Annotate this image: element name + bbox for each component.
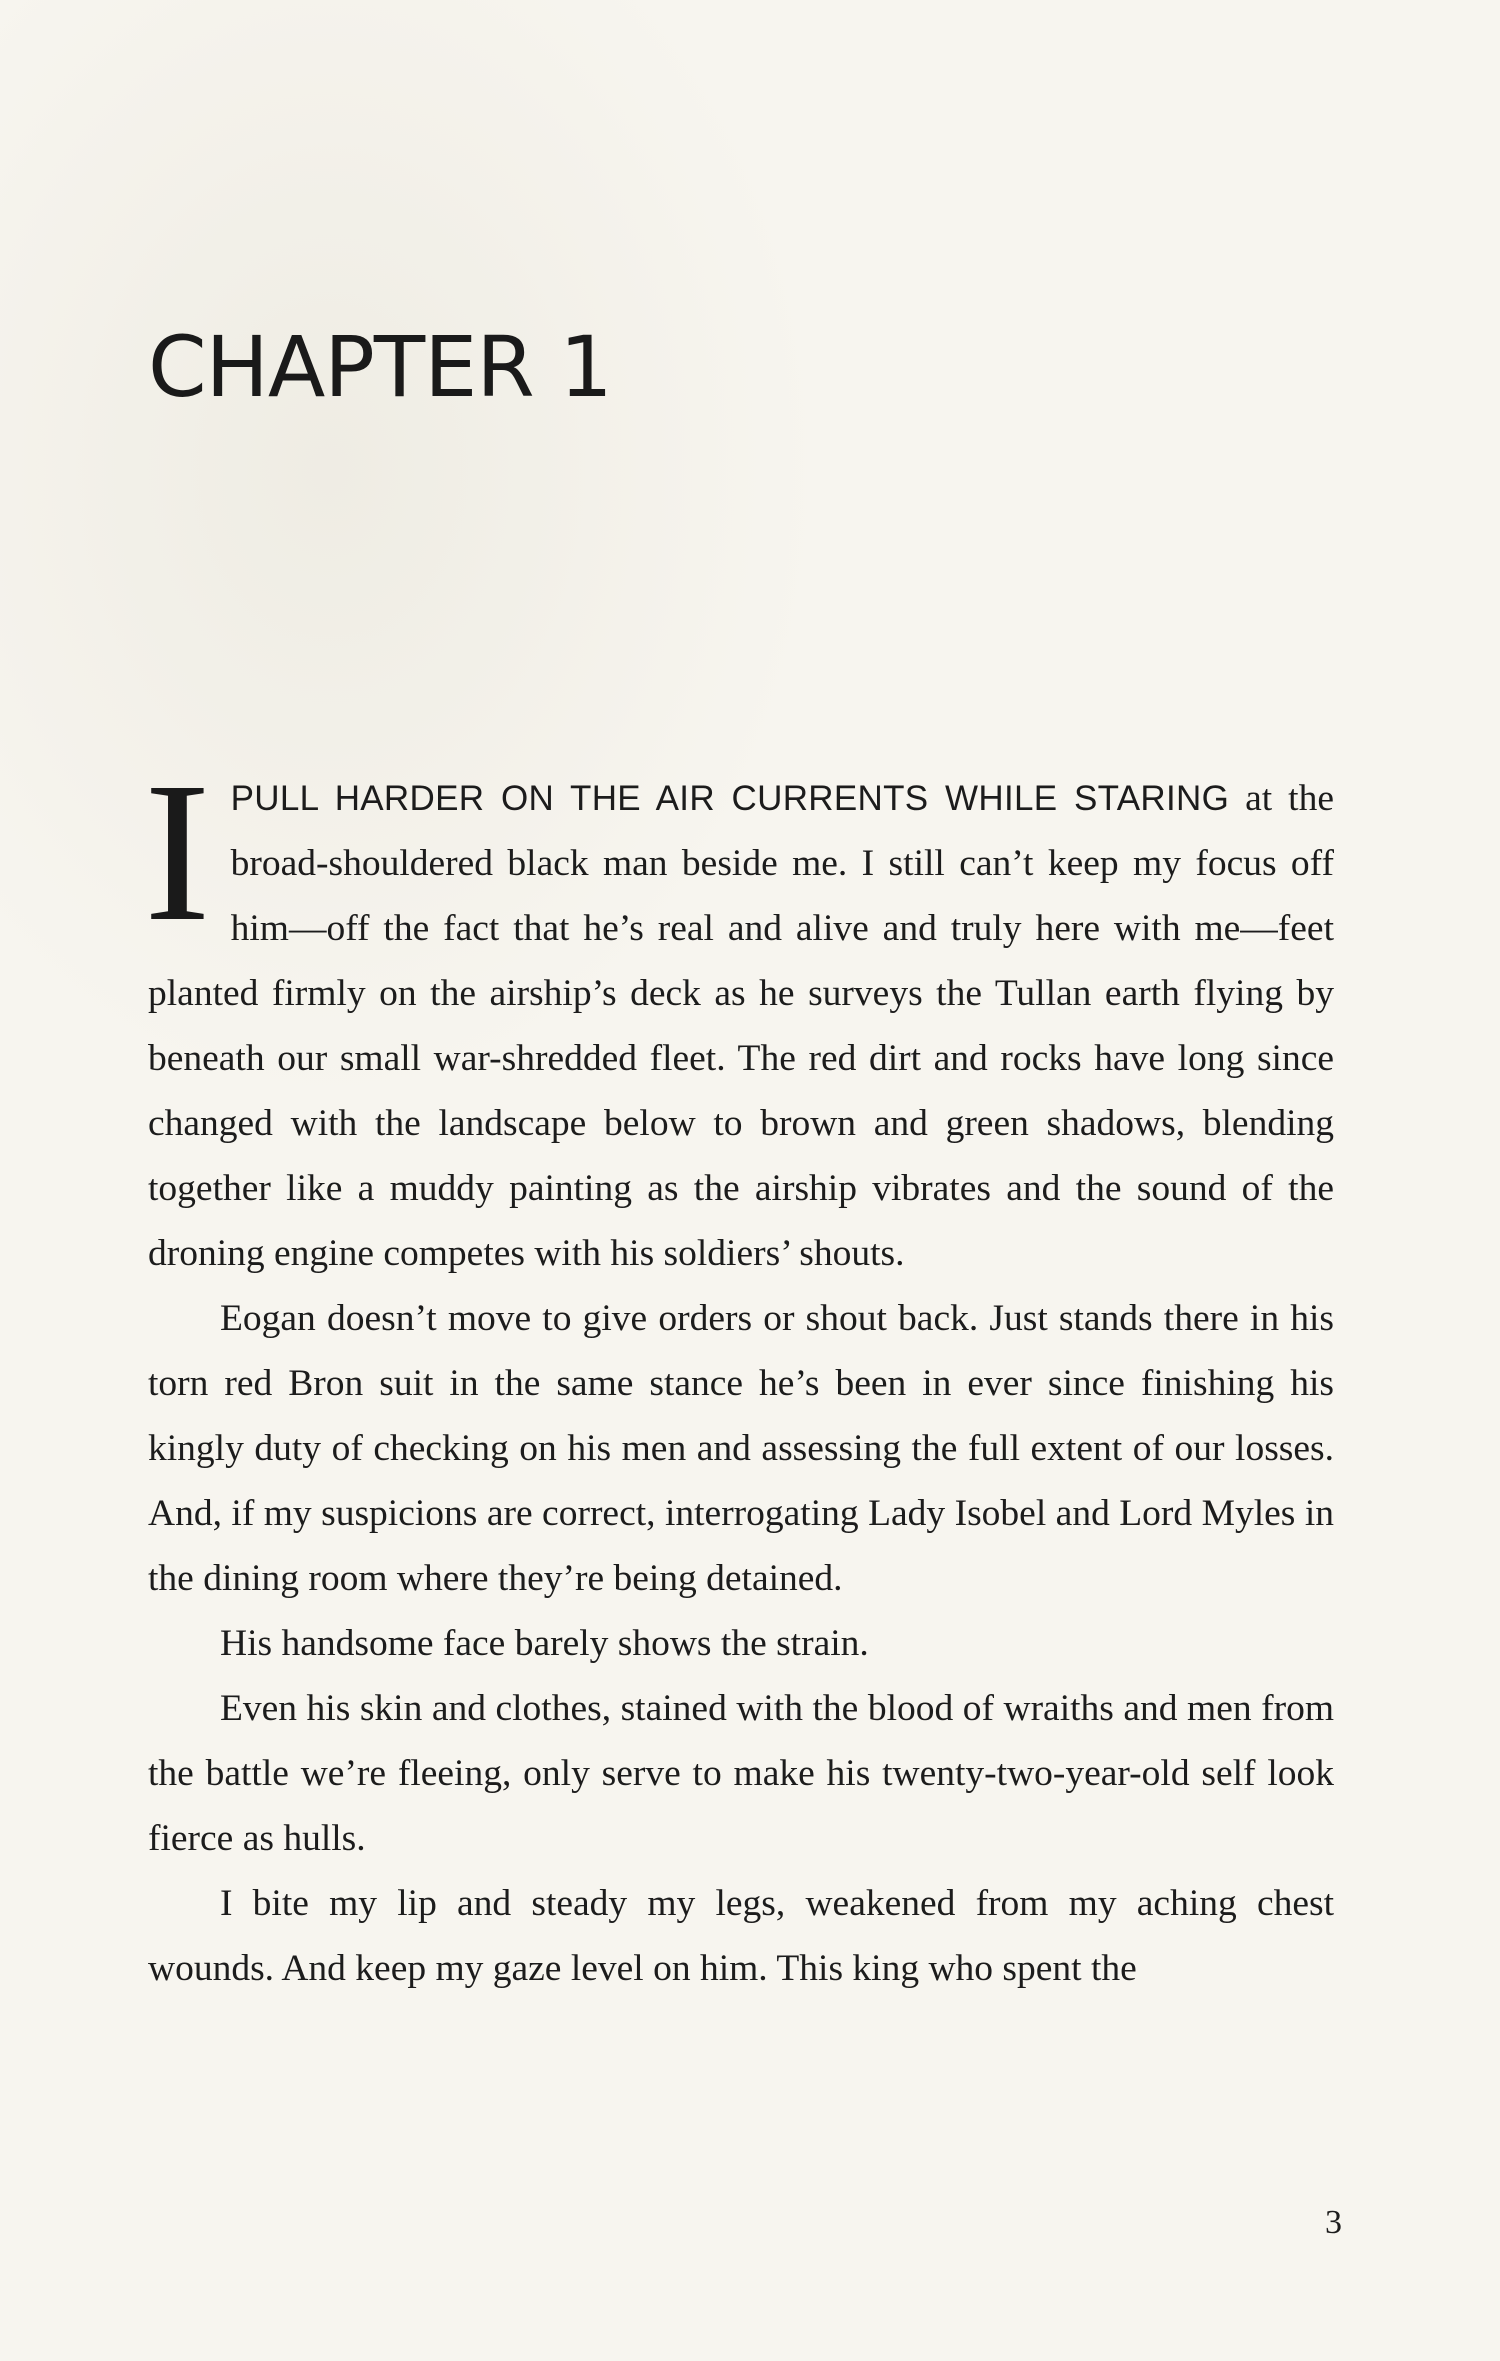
- chapter-body: [144, 742, 1334, 2001]
- paragraph-5: I bite my lip and steady my legs, weakened from my aching chest wounds. And keep my gaze level on him. This king who spent the: [148, 1883, 1334, 1989]
- paragraph-2: Eogan doesn’t move to give orders or shout back. Just stands there in his torn red Bron suit in the same stance he’s been in ever since finishing his kingly duty of checking on his men and assessing the full extent of our losses. And, if my suspicions are correct, interrogating Lady Isobel and Lord Myles in the dining room where they’re being detained.: [148, 1298, 1334, 1599]
- paragraph-1: [144, 742, 1334, 1286]
- paragraph-1-text: at the broad-shouldered black man beside me. I still can’t keep my focus off him—off the fact that he’s real and alive and truly here with me—feet planted firmly on the airship’s deck as he surveys the Tullan earth flying by beneath our small war-shredded fleet. The red dirt and rocks have long since changed with the landscape below to brown and green shadows, blending together like a muddy painting as the airship vibrates and the sound of the droning engine competes with his soldiers’ shouts.: [148, 778, 1334, 1274]
- drop-cap: I: [144, 742, 211, 963]
- paragraph-3: His handsome face barely shows the strain.: [220, 1623, 869, 1664]
- page-number: 3: [1325, 2204, 1342, 2241]
- paragraph-4: Even his skin and clothes, stained with the blood of wraiths and men from the battle we’re fleeing, only serve to make his twenty-two-year-old self look fierce as hulls.: [148, 1688, 1334, 1859]
- chapter-title: CHAPTER 1: [148, 318, 612, 416]
- lead-in-small-caps: PULL HARDER ON THE AIR CURRENTS WHILE STARING: [230, 779, 1230, 818]
